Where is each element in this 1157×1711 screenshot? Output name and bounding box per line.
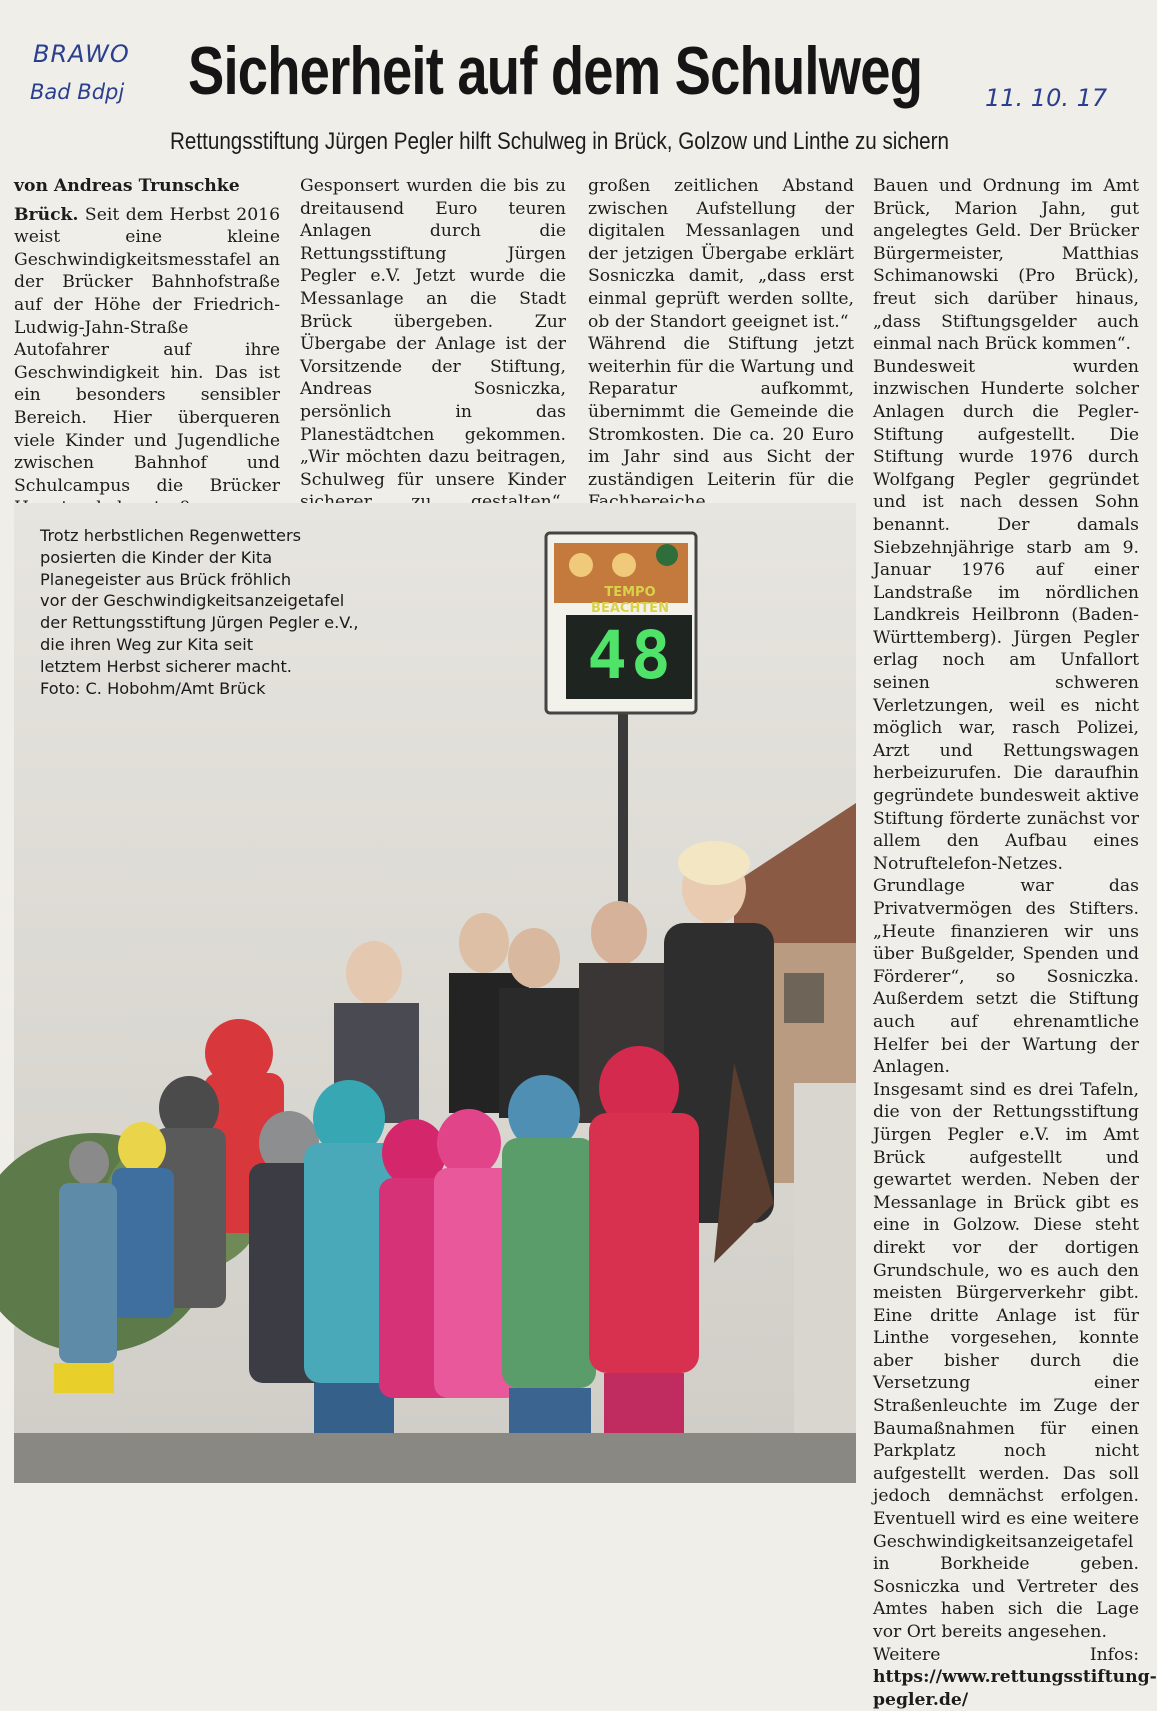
speed-sign-text [566,585,694,617]
kid-hood [437,1109,501,1177]
article-column-3 [588,175,854,490]
kid-raincoat [112,1168,174,1318]
handwritten-date-note: 11. 10. 17 [985,84,1108,112]
photo-caption: Trotz herbstlichen Regenwetters posierten die Kinder der Kita Planegeister aus Brück fröhlich vor der Geschwindigkeitsanzeigetafel der Rettungsstiftung Jürgen Pegler e.V., die ihren Weg zur Kita seit letztem Herbst sicherer macht. Foto: C. Hobohm/Amt Brück [40,526,359,698]
handwritten-source-note: BRAWO [33,40,130,68]
fence [794,1083,856,1483]
article-paragraph: großen zeitlichen Abstand zwischen Aufstellung der digitalen Messanlagen und der jetzigen Übergabe erklärt Sosniczka damit, „dass erst einmal geprüft werden sollte, ob der Standort geeignet ist.“ [588,176,854,332]
kid-hat [118,1122,166,1174]
paragraph-text: Seit dem Herbst 2016 weist eine kleine Geschwindigkeitsmesstafel an der Brücker Bahnhofstraße auf der Höhe der Friedrich-Ludwig-Jahn-Straße Autofahrer auf ihre Geschwindigkeit hin. Das ist ein besonders sensibler Bereich. Hier überqueren viele Kinder und Jugendliche zwischen Bahnhof und Schulcampus die Brücker [14,204,281,496]
adult-head [508,928,560,988]
kid-raincoat [502,1138,596,1388]
article-column-4 [873,175,1157,1710]
article-paragraph: Bundesweit wurden inzwischen Hunderte solcher Anlagen durch die Pegler-Stiftung aufgestellt. Die Stiftung wurde 1976 durch Wolfgang Pegler gegründet und ist nach dessen Sohn benannt. Der damals Siebzehnjährige starb am 9. Januar 1976 auf einer Landstraße im nördlichen Landkreis Heilbronn (Baden-Württemberg). Jürgen Pegler erlag noch am Unfallort seinen schweren Verletzungen, weil es nicht möglich war, rasch Polizei, Arzt und Rettungswagen herbeizurufen. Die daraufhin gegründete bundesweit aktive Stiftung förderte zunächst vor allem den Aufbau eines Notruftelefon-Netzes. Grundlage war das Privatvermögen des Stifters. „Heute finanzieren wir uns über Bußgelder, Spenden und Förderer“, so Sosniczka. Außerdem setzt die Stiftung auch auf ehrenamtliche Helfer bei der Wartung der Anlagen. [873,356,1139,1078]
speed-display-value: 48 [587,617,675,694]
house-window [784,973,824,1023]
ground [14,1433,856,1483]
kid-hat [69,1141,109,1185]
article-paragraph: Gesponsert wurden die bis zu dreitausend Euro teuren Anlagen durch die Rettungsstiftung Jürgen Pegler e.V. Jetzt wurde die Messanlage an die Stadt Brück übergeben. Zur Übergabe der Anlage ist der Vorsitzende der Stiftung, Andreas Sosniczka, persönlich in das Planestädtchen gekommen. „Wir möchten dazu beitragen, Schulweg für unsere Kinder [300,176,566,490]
article-paragraph: Während die Stiftung jetzt weiterhin für die Wartung und Reparatur aufkommt, übernimmt die Gemeinde die Stromkosten. Die ca. 20 Euro im Jahr sind aus Sicht der zuständigen Leiterin für die [588,334,854,490]
article-subheadline: Rettungsstiftung Jürgen Pegler hilft Schulweg in Brück, Golzow und Linthe zu sichern [170,128,950,155]
kid-raincoat [59,1183,117,1363]
more-info-url: https://www.rettungsstiftung-pegler.de/ [873,1667,1157,1710]
article-paragraph: Bauen und Ordnung im Amt Brück, Marion Jahn, gut angelegtes Geld. Der Brücker Bürgermeister, Matthias Schimanowski (Pro Brück), freut sich darüber hinaus, „dass Stiftungsgelder auch einmal nach Brück kommen“. [873,176,1139,355]
sign-child-face [569,553,593,577]
sign-line-2: BEACHTEN [591,601,669,616]
article-headline: Sicherheit auf dem Schulweg [188,33,923,109]
sign-logo [656,544,678,566]
dateline: Brück. [14,204,79,225]
article-paragraph: Insgesamt sind es drei Tafeln, die von der Rettungsstiftung Jürgen Pegler e.V. im Amt Brück aufgestellt und gewartet werden. Neben der Messanlage in Brück gibt es eine in Golzow. Diese steht direkt vor der dortigen Grundschule, wo es auch den meisten Bürgerverkehr gibt. Eine dritte Anlage ist für Linthe vorgesehen, konnte aber bisher durch die Versetzung einer Straßenleuchte im Zuge der Baumaßnahmen für einen Parkplatz noch nicht aufgestellt werden. Das soll jedoch demnächst erfolgen. Eventuell wird es eine weitere Geschwindigkeitsanzeigetafel in Borkheide geben. Sosniczka und Vertreter des Amtes haben sich die Lage vor Ort bereits angesehen. [873,1079,1139,1642]
more-info [873,1644,1157,1711]
sign-line-1: TEMPO [604,585,656,600]
handwritten-location-note: Bad Bdpj [30,80,125,104]
adult-head [459,913,509,973]
adult-head [346,941,402,1005]
kid-raincoat [589,1113,699,1373]
more-info-label: Weitere Infos: [873,1644,1139,1665]
article-column-1 [14,175,280,505]
sign-child-face [612,553,636,577]
kid-boots [54,1363,114,1393]
article-byline: von Andreas Trunschke [14,176,240,196]
adult-hair [678,841,750,885]
article-photo [14,503,856,1483]
adult-head [591,901,647,965]
article-column-2 [300,175,566,490]
article-paragraph [14,204,280,520]
